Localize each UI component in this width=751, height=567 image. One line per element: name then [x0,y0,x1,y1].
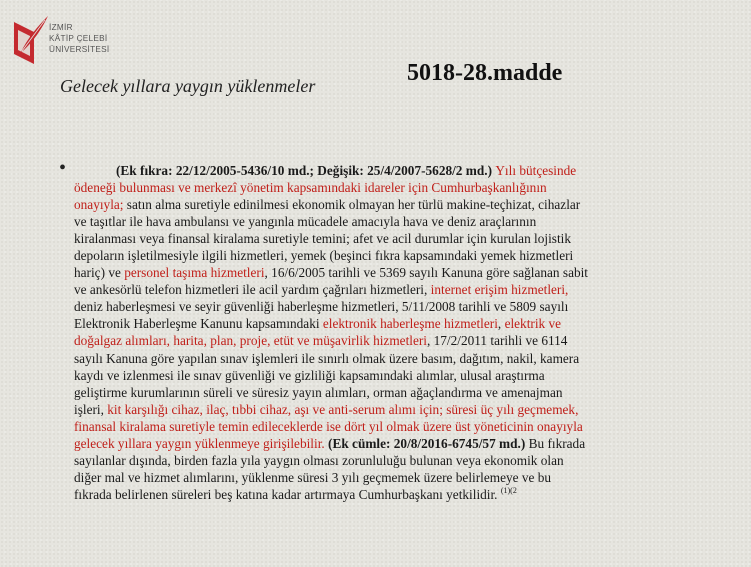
logo-line: İZMİR [49,23,73,32]
footnote-ref: (1)(2 [500,485,517,495]
text-span: , 17/2/2011 tarihli ve 6114 [426,333,568,349]
text-line: deniz haberleşmesi ve seyir güvenliği haberleşme hizmetleri, 5/11/2008 tarihli ve 5809 sayılı [74,299,569,315]
text-span: ve ankesörlü telefon hizmetleri ile acil yardım çağrıları hizmetleri, [74,282,431,298]
text-line [74,281,694,298]
highlight: gelecek yıllara yaygın yüklenmeye girişilebilir. [74,435,325,451]
text-line [74,315,694,332]
highlight: finansal kiralama suretiyle temin edileceklerde ise dört yıl olmak üzere üst yöneticinin onayıyla [74,418,583,434]
article-text [74,162,694,503]
text-line [74,332,694,349]
text-span: işleri, [74,401,108,417]
logo-line: ÜNİVERSİTESİ [49,45,110,54]
amendment-note: (Ek cümle: 20/8/2016-6745/57 md.) [324,435,526,451]
text-line: sayılanlar dışında, birden fazla yıla yaygın olması zorunluluğu bulunan veya ekonomik olan [74,452,564,468]
highlight: elektrik ve [504,316,562,332]
highlight: kit karşılığı cihaz, ilaç, tıbbi cihaz, aşı ve anti-serum alımı için; süresi üç yılı geçmemek, [107,401,579,417]
university-logo [12,12,124,64]
text-line: diğer mal ve hizmet alımlarını, yüklenme süresi 3 yılı geçmemek üzere belirlemeye ve bu [74,469,552,485]
text-span: Elektronik Haberleşme Kanunu kapsamındaki [74,316,323,332]
slide-title: 5018-28.madde [407,60,563,86]
amendment-note: (Ek fıkra: 22/12/2005-5436/10 md.; Değişik: 25/4/2007-5628/2 md.) [116,163,496,178]
logo-line: KÂTİP ÇELEBİ [49,34,108,43]
text-line [74,418,694,435]
highlight: onayıyla; [74,197,124,213]
highlight: doğalgaz alımları, harita, plan, proje, etüt ve müşavirlik hizmetleri [74,333,427,349]
slide-subtitle: Gelecek yıllara yaygın yüklenmeler [60,76,316,96]
text-span: , 16/6/2005 tarihli ve 5369 sayılı Kanuna göre sağlanan sabit [264,265,589,281]
text-line [74,162,694,179]
text-line: depoların işletilmesiyle ilgili hizmetleri, yemek (beşinci fıkra kapsamındaki yemek hizmetleri [74,248,574,264]
quill-logo-icon [12,12,52,64]
highlight: personel taşıma hizmetleri [124,265,265,281]
text-line [74,401,694,418]
logo-text [49,22,109,55]
highlight: Yılı bütçesinde [495,163,577,178]
highlight: internet erişim hizmetleri, [430,282,569,298]
text-line [74,435,694,452]
text-line: ve taşıtlar ile hava ambulansı ve yangınla mücadele amacıyla hava ve deniz araçlarının [74,214,537,230]
text-span: , [497,316,505,332]
text-line [74,486,694,503]
text-line: kiralanması veya finansal kiralama suretiyle temini; afet ve acil durumlar için kurulan lojistik [74,231,571,247]
text-span: Bu fıkrada [525,435,586,451]
text-line: kaydı ve izlenmesi ile sınav güvenliği ve gizliliği kapsamındaki alımlar, ulusal araştırma [74,367,545,383]
bullet-icon: • [59,157,67,179]
text-span: fıkrada belirlenen süreleri beş katına kadar artırmaya Cumhurbaşkanı yetkilidir. [74,486,501,502]
text-line [74,179,694,196]
text-span: satın alma suretiyle edinilmesi ekonomik olmayan her türlü makine-teçhizat, cihazlar [123,197,581,213]
text-span: hariç) ve [74,265,125,281]
text-line: geliştirme kurumlarının süreli ve süresiz yayın alımları, orman ağaçlandırma ve amenajman [74,384,563,400]
text-line: sayılı Kanuna göre yapılan sınav işlemleri ile sınırlı olmak üzere basım, dağıtım, nakil, kamera [74,350,580,366]
text-line [74,264,694,281]
highlight: ödeneği bulunması ve merkezî yönetim kapsamındaki idareler için Cumhurbaşkanlığının [74,180,547,196]
highlight: elektronik haberleşme hizmetleri [322,316,498,332]
text-line [74,196,694,213]
